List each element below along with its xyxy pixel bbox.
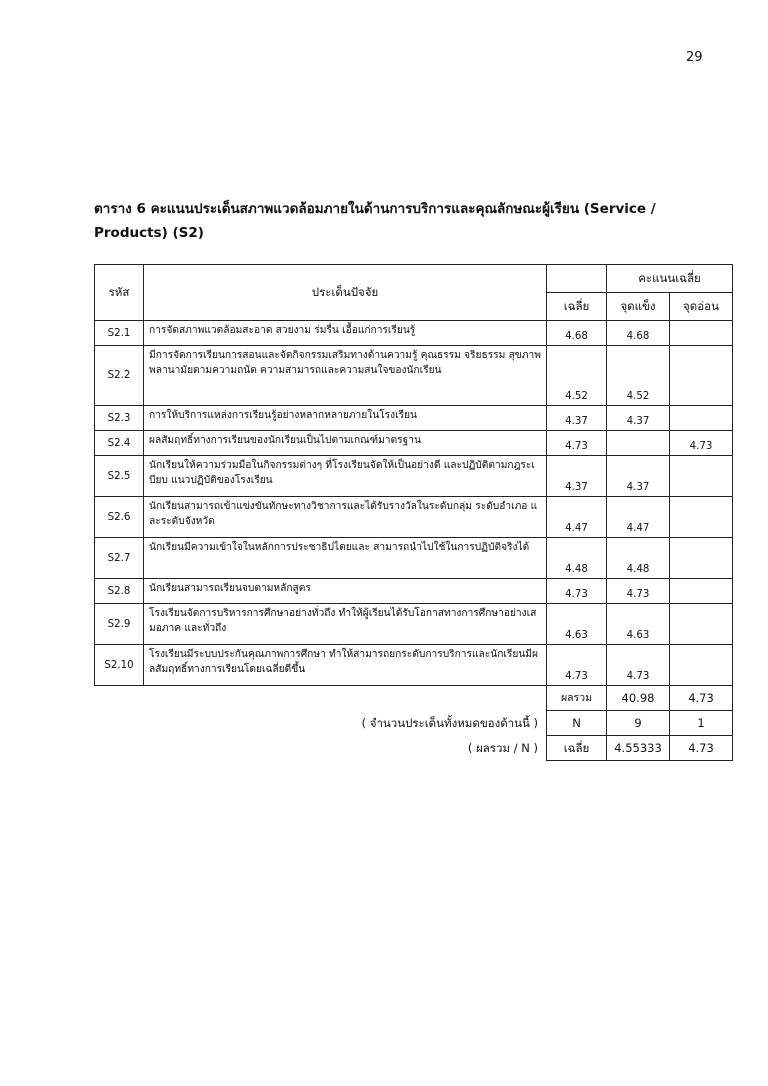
row-weakness [670, 604, 733, 645]
row-weakness [670, 497, 733, 538]
table-row [95, 456, 733, 497]
row-weakness [670, 538, 733, 579]
row-code: S2.6 [95, 497, 144, 538]
row-mean: 4.73 [547, 431, 607, 456]
row-factor: ผลสัมฤทธิ์ทางการเรียนของนักเรียนเป็นไปตามเกณฑ์มาตรฐาน [144, 431, 547, 456]
page-number: 29 [686, 50, 703, 65]
table-row [95, 406, 733, 431]
total-strength: 40.98 [607, 686, 670, 711]
table-row [95, 645, 733, 686]
header-code: รหัส [95, 265, 144, 321]
row-strength: 4.37 [607, 456, 670, 497]
row-strength: 4.68 [607, 321, 670, 346]
row-strength: 4.52 [607, 346, 670, 406]
row-factor: นักเรียนสามารถเข้าแข่งขันทักษะทางวิชาการและได้รับรางวัลในระดับกลุ่ม ระดับอำเภอ และระดับจังหวัด [144, 497, 547, 538]
row-weakness [670, 645, 733, 686]
row-factor: นักเรียนให้ความร่วมมือในกิจกรรมต่างๆ ที่โรงเรียนจัดให้เป็นอย่างดี และปฏิบัติตามกฎระเบียบ แนวปฏิบัติของโรงเรียน [144, 456, 547, 497]
row-strength: 4.63 [607, 604, 670, 645]
row-strength: 4.73 [607, 579, 670, 604]
row-code: S2.10 [95, 645, 144, 686]
scores-table [94, 264, 733, 761]
count-caption: ( จำนวนประเด็นทั้งหมดของด้านนี้ ) [361, 715, 538, 730]
header-factor: ประเด็นปัจจัย [144, 265, 547, 321]
avg-caption: ( ผลรวม / N ) [467, 740, 538, 755]
row-mean: 4.68 [547, 321, 607, 346]
row-code: S2.8 [95, 579, 144, 604]
row-mean: 4.48 [547, 538, 607, 579]
avg-strength: 4.55333 [607, 736, 670, 761]
row-factor: นักเรียนสามารถเรียนจบตามหลักสูตร [144, 579, 547, 604]
header-strength: จุดแข็ง [607, 293, 670, 321]
row-factor: การให้บริการแหล่งการเรียนรู้อย่างหลากหลายภายในโรงเรียน [144, 406, 547, 431]
row-mean: 4.73 [547, 645, 607, 686]
table-row [95, 538, 733, 579]
table-body [95, 321, 733, 686]
table-row [95, 497, 733, 538]
table-row [95, 321, 733, 346]
row-weakness: 4.73 [670, 431, 733, 456]
row-code: S2.1 [95, 321, 144, 346]
row-code: S2.3 [95, 406, 144, 431]
row-factor: มีการจัดการเรียนการสอนและจัดกิจกรรมเสริมทางด้านความรู้ คุณธรรม จริยธรรม สุขภาพ พลานามัยตามความถนัด ความสามารถและความสนใจของนักเรียน [144, 346, 547, 406]
count-label: N [547, 711, 607, 736]
row-mean: 4.37 [547, 456, 607, 497]
row-factor: โรงเรียนจัดการบริหารการศึกษาอย่างทั่วถึง ทำให้ผู้เรียนได้รับโอกาสทางการศึกษาอย่างเสมอภาค และทั่วถึง [144, 604, 547, 645]
count-strength: 9 [607, 711, 670, 736]
row-weakness [670, 579, 733, 604]
table-summary [95, 686, 733, 761]
row-mean: 4.73 [547, 579, 607, 604]
header-score-group: คะแนนเฉลี่ย [607, 265, 733, 293]
row-mean: 4.52 [547, 346, 607, 406]
avg-label: เฉลี่ย [547, 736, 607, 761]
table-row [95, 604, 733, 645]
total-weakness: 4.73 [670, 686, 733, 711]
row-code: S2.9 [95, 604, 144, 645]
row-weakness [670, 321, 733, 346]
row-factor: โรงเรียนมีระบบประกันคุณภาพการศึกษา ทำให้สามารถยกระดับการบริการและนักเรียนมีผลสัมฤทธิ์ทางการเรียนโดยเฉลี่ยดีขึ้น [144, 645, 547, 686]
row-factor: การจัดสภาพแวดล้อมสะอาด สวยงาม ร่มรื่น เอื้อแก่การเรียนรู้ [144, 321, 547, 346]
row-mean: 4.37 [547, 406, 607, 431]
header-weakness: จุดอ่อน [670, 293, 733, 321]
row-strength [607, 431, 670, 456]
table-row [95, 346, 733, 406]
row-weakness [670, 346, 733, 406]
row-weakness [670, 456, 733, 497]
summary-spacer [95, 686, 547, 711]
count-weakness: 1 [670, 711, 733, 736]
header-mean: เฉลี่ย [547, 293, 607, 321]
row-mean: 4.47 [547, 497, 607, 538]
row-code: S2.4 [95, 431, 144, 456]
table-row [95, 579, 733, 604]
row-strength: 4.47 [607, 497, 670, 538]
row-code: S2.7 [95, 538, 144, 579]
row-weakness [670, 406, 733, 431]
row-strength: 4.73 [607, 645, 670, 686]
row-factor: นักเรียนมีความเข้าใจในหลักการประชาธิปไตยและ สามารถนำไปใช้ในการปฏิบัติจริงได้ [144, 538, 547, 579]
row-strength: 4.37 [607, 406, 670, 431]
row-code: S2.5 [95, 456, 144, 497]
table-caption: ตาราง 6 คะแนนประเด็นสภาพแวดล้อมภายในด้านการบริการและคุณลักษณะผู้เรียน (Service / Products) (S2) [94, 201, 656, 241]
header-empty [547, 265, 607, 293]
row-code: S2.2 [95, 346, 144, 406]
row-strength: 4.48 [607, 538, 670, 579]
total-label: ผลรวม [547, 686, 607, 711]
row-mean: 4.63 [547, 604, 607, 645]
avg-weakness: 4.73 [670, 736, 733, 761]
table-row [95, 431, 733, 456]
